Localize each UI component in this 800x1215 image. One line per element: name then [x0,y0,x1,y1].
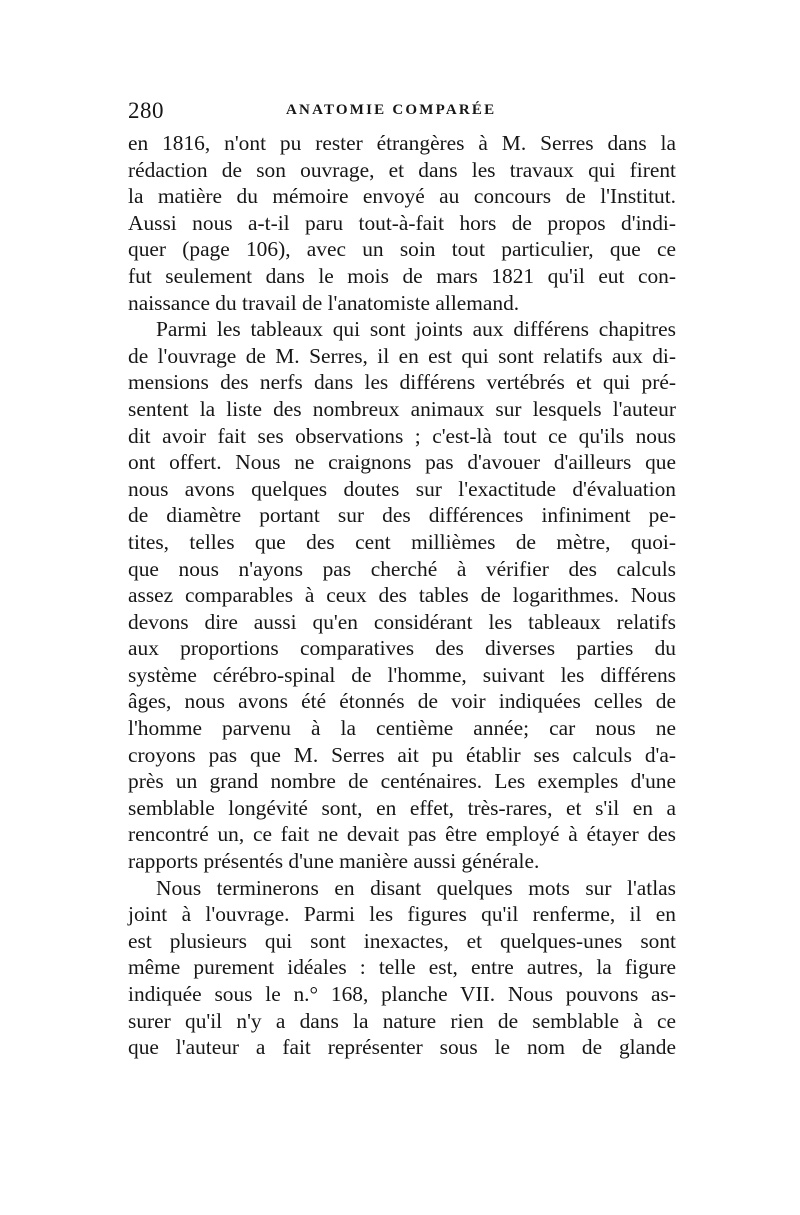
paragraph-start-line: Nous terminerons en disant quelques mots sur l'atlas [156,875,676,900]
text-line: l'homme parvenu à la centième année; car nous ne [128,716,676,741]
text-line: croyons pas que M. Serres ait pu établir ses calculs d'a- [128,742,676,767]
page-number: 280 [128,98,164,123]
text-line: dit avoir fait ses observations ; c'est-là tout ce qu'ils nous [128,423,676,448]
text-line: fut seulement dans le mois de mars 1821 qu'il eut con- [128,263,676,288]
text-line: ont offert. Nous ne craignons pas d'avouer d'ailleurs que [128,450,676,475]
text-line: joint à l'ouvrage. Parmi les figures qu'il renferme, il en [128,902,676,927]
text-line: indiquée sous le n.° 168, planche VII. Nous pouvons as- [128,982,676,1006]
paragraph-start-line: Parmi les tableaux qui sont joints aux différens chapitres [156,317,676,342]
text-line: de diamètre portant sur des différences infiniment pe- [128,503,676,528]
text-line: rédaction de son ouvrage, et dans les travaux qui firent [128,157,676,182]
paragraph-end-line: naissance du travail de l'anatomiste allemand. [128,290,520,315]
text-line: rencontré un, ce fait ne devait pas être employé à étayer des [128,822,676,847]
text-line: la matière du mémoire envoyé au concours de l'Institut. [128,184,676,209]
text-line: nous avons quelques doutes sur l'exactitude d'évaluation [128,476,676,501]
text-line: tites, telles que des cent millièmes de mètre, quoi- [128,529,676,554]
text-line: aux proportions comparatives des diverses parties du [128,636,676,661]
text-line: système cérébro-spinal de l'homme, suivant les différens [128,662,676,687]
paragraph-end-line: rapports présentés d'une manière aussi générale. [128,849,540,874]
text-line: de l'ouvrage de M. Serres, il en est qui sont relatifs aux di- [128,343,676,368]
running-head [128,98,676,128]
text-line: semblable longévité sont, en effet, très-rares, et s'il en a [128,795,676,820]
text-line: mensions des nerfs dans les différens vertébrés et qui pré- [128,370,676,395]
text-line: que l'auteur a fait représenter sous le nom de glande [128,1035,676,1060]
text-line: que nous n'ayons pas cherché à vérifier des calculs [128,556,676,581]
text-line: en 1816, n'ont pu rester étrangères à M. Serres dans la [128,131,676,155]
running-title: ANATOMIE COMPARÉE [286,102,497,118]
text-line: près un grand nombre de centénaires. Les exemples d'une [128,769,676,794]
text-line: est plusieurs qui sont inexactes, et quelques-unes sont [128,928,676,953]
body-text [128,130,676,1061]
text-line: âges, nous avons été étonnés de voir indiquées celles de [128,689,676,714]
text-line: quer (page 106), avec un soin tout particulier, que ce [128,237,676,262]
text-line: devons dire aussi qu'en considérant les tableaux relatifs [128,609,676,634]
text-line: même purement idéales : telle est, entre autres, la figure [128,955,676,980]
text-line: assez comparables à ceux des tables de logarithmes. Nous [128,583,676,608]
text-line: Aussi nous a-t-il paru tout-à-fait hors de propos d'indi- [128,210,676,235]
text-line: sentent la liste des nombreux animaux sur lesquels l'auteur [128,396,676,421]
text-line: surer qu'il n'y a dans la nature rien de semblable à ce [128,1008,676,1033]
